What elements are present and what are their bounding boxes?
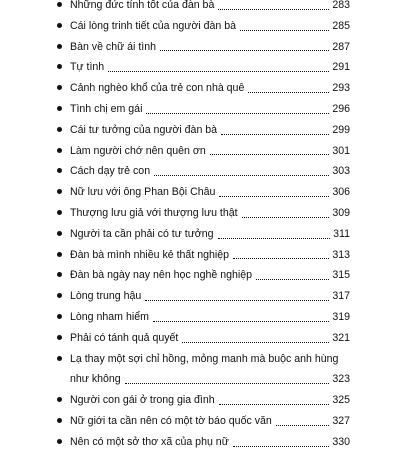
dot-leader xyxy=(218,237,331,239)
bullet-icon xyxy=(57,23,62,28)
dot-leader xyxy=(233,445,330,447)
bullet-icon xyxy=(57,85,62,90)
bullet-icon xyxy=(57,148,62,153)
toc-entry-page: 311 xyxy=(333,227,350,240)
toc-entry[interactable] xyxy=(0,432,400,453)
toc-entry[interactable] xyxy=(0,224,400,245)
dot-leader xyxy=(219,403,330,405)
toc-entry-page: 319 xyxy=(332,310,350,323)
dot-leader xyxy=(218,8,329,10)
toc-entry-page: 293 xyxy=(332,82,350,95)
toc-entry-page: 313 xyxy=(332,248,350,261)
bullet-icon xyxy=(57,439,62,444)
toc-entry-page: 287 xyxy=(332,40,350,53)
toc-entry-title: Tình chị em gái xyxy=(70,102,143,115)
toc-entry-page: 330 xyxy=(332,435,350,448)
dot-leader xyxy=(233,257,329,259)
dot-leader xyxy=(219,195,329,197)
toc-entry[interactable] xyxy=(0,120,400,141)
dot-leader xyxy=(160,49,329,51)
toc-entry-title: Thượng lưu giả với thượng lưu thật xyxy=(70,206,238,219)
toc-entry[interactable] xyxy=(0,328,400,349)
toc-entry-page: 323 xyxy=(332,373,350,386)
toc-entry-page: 301 xyxy=(332,144,350,157)
toc-entry-title: Làm người chớ nên quên ơn xyxy=(70,144,206,157)
toc-entry-page: 315 xyxy=(332,269,350,282)
toc-entry[interactable] xyxy=(0,37,400,58)
toc-entry[interactable] xyxy=(0,57,400,78)
toc-entry[interactable] xyxy=(0,390,400,411)
toc-entry[interactable] xyxy=(0,141,400,162)
dot-leader xyxy=(256,278,329,280)
toc-entry-title: Người ta cần phải có tư tưởng xyxy=(70,227,214,240)
toc-entry-page: 303 xyxy=(332,165,350,178)
toc-entry-title: Cái tư tưởng của người đàn bà xyxy=(70,123,218,136)
toc-entry-title: Lòng trung hậu xyxy=(70,290,142,303)
dot-leader xyxy=(154,174,329,176)
toc-entry[interactable] xyxy=(0,203,400,224)
dot-leader xyxy=(182,341,329,343)
toc-entry-page: 321 xyxy=(332,331,350,344)
toc-entry[interactable] xyxy=(0,99,400,120)
dot-leader xyxy=(145,299,329,301)
toc-entry-title: Nên có một sở thơ xã của phụ nữ xyxy=(70,435,229,448)
toc-entry-page: 325 xyxy=(332,394,350,407)
toc-entry-page: 306 xyxy=(332,186,350,199)
toc-entry-page: 327 xyxy=(332,414,350,427)
bullet-icon xyxy=(57,356,62,361)
toc-entry[interactable] xyxy=(0,286,400,307)
bullet-icon xyxy=(57,252,62,257)
bullet-icon xyxy=(57,189,62,194)
dot-leader xyxy=(146,112,329,114)
toc-entry[interactable] xyxy=(0,182,400,203)
toc-entry[interactable] xyxy=(0,265,400,286)
bullet-icon xyxy=(57,44,62,49)
toc-entry-title: Cảnh nghèo khổ của trẻ con nhà quê xyxy=(70,82,245,95)
toc-entry-page: 291 xyxy=(332,61,350,74)
toc-entry-title: Người con gái ở trong gia đình xyxy=(70,394,215,407)
bullet-icon xyxy=(57,106,62,111)
toc-entry[interactable] xyxy=(0,16,400,37)
toc-entry[interactable] xyxy=(0,307,400,328)
dot-leader xyxy=(210,153,330,155)
dot-leader xyxy=(242,216,330,218)
toc-entry-title: Phải có tánh quả quyết xyxy=(70,331,179,344)
toc-entry-title: Đàn bà mình nhiều kẻ thất nghiệp xyxy=(70,248,230,261)
toc-entry-page: 309 xyxy=(332,206,350,219)
bullet-icon xyxy=(57,64,62,69)
toc-entry-page: 285 xyxy=(332,19,350,32)
toc-entry[interactable] xyxy=(0,0,400,16)
toc-entry[interactable] xyxy=(0,245,400,266)
dot-leader xyxy=(125,382,330,384)
dot-leader xyxy=(221,133,329,135)
toc-entry-title: Những đức tính tốt của đàn bà xyxy=(70,0,215,11)
toc-entry-title: Lòng nham hiểm xyxy=(70,310,149,323)
toc-entry-title: Bàn về chữ ái tình xyxy=(70,40,157,53)
bullet-icon xyxy=(57,335,62,340)
toc-entry-title-line2: như không xyxy=(70,373,121,386)
toc-entry-page: 317 xyxy=(332,290,350,303)
toc-entry-title: Đàn bà ngày nay nên học nghề nghiệp xyxy=(70,269,253,282)
bullet-icon xyxy=(57,314,62,319)
bullet-icon xyxy=(57,2,62,7)
bullet-icon xyxy=(57,231,62,236)
toc-entry-title: Nữ giới ta cần nên có một tờ báo quốc văn xyxy=(70,414,272,427)
toc-entry-page: 296 xyxy=(332,102,350,115)
bullet-icon xyxy=(57,210,62,215)
toc-entry-page: 299 xyxy=(332,123,350,136)
dot-leader xyxy=(240,29,329,31)
toc-entry-page: 283 xyxy=(332,0,350,11)
dot-leader xyxy=(276,424,330,426)
dot-leader xyxy=(153,320,329,322)
toc-entry[interactable] xyxy=(0,411,400,432)
bullet-icon xyxy=(57,397,62,402)
toc-entry-title: Tự tình xyxy=(70,61,105,74)
toc-entry-title: Cách dạy trẻ con xyxy=(70,165,151,178)
dot-leader xyxy=(108,70,329,72)
bullet-icon xyxy=(57,418,62,423)
toc-entry[interactable] xyxy=(0,349,400,391)
toc-entry-title: Nữ lưu với ông Phan Bội Châu xyxy=(70,186,216,199)
bullet-icon xyxy=(57,127,62,132)
toc-entry-title: Cái lòng trinh tiết của người đàn bà xyxy=(70,19,236,32)
toc-entry[interactable] xyxy=(0,161,400,182)
bullet-icon xyxy=(57,168,62,173)
toc-entry-title-line1: Lạ thay một sợi chỉ hồng, mỏng manh mà buộc anh hùng xyxy=(70,352,339,365)
bullet-icon xyxy=(57,293,62,298)
toc-entry[interactable] xyxy=(0,78,400,99)
bullet-icon xyxy=(57,272,62,277)
dot-leader xyxy=(248,91,329,93)
